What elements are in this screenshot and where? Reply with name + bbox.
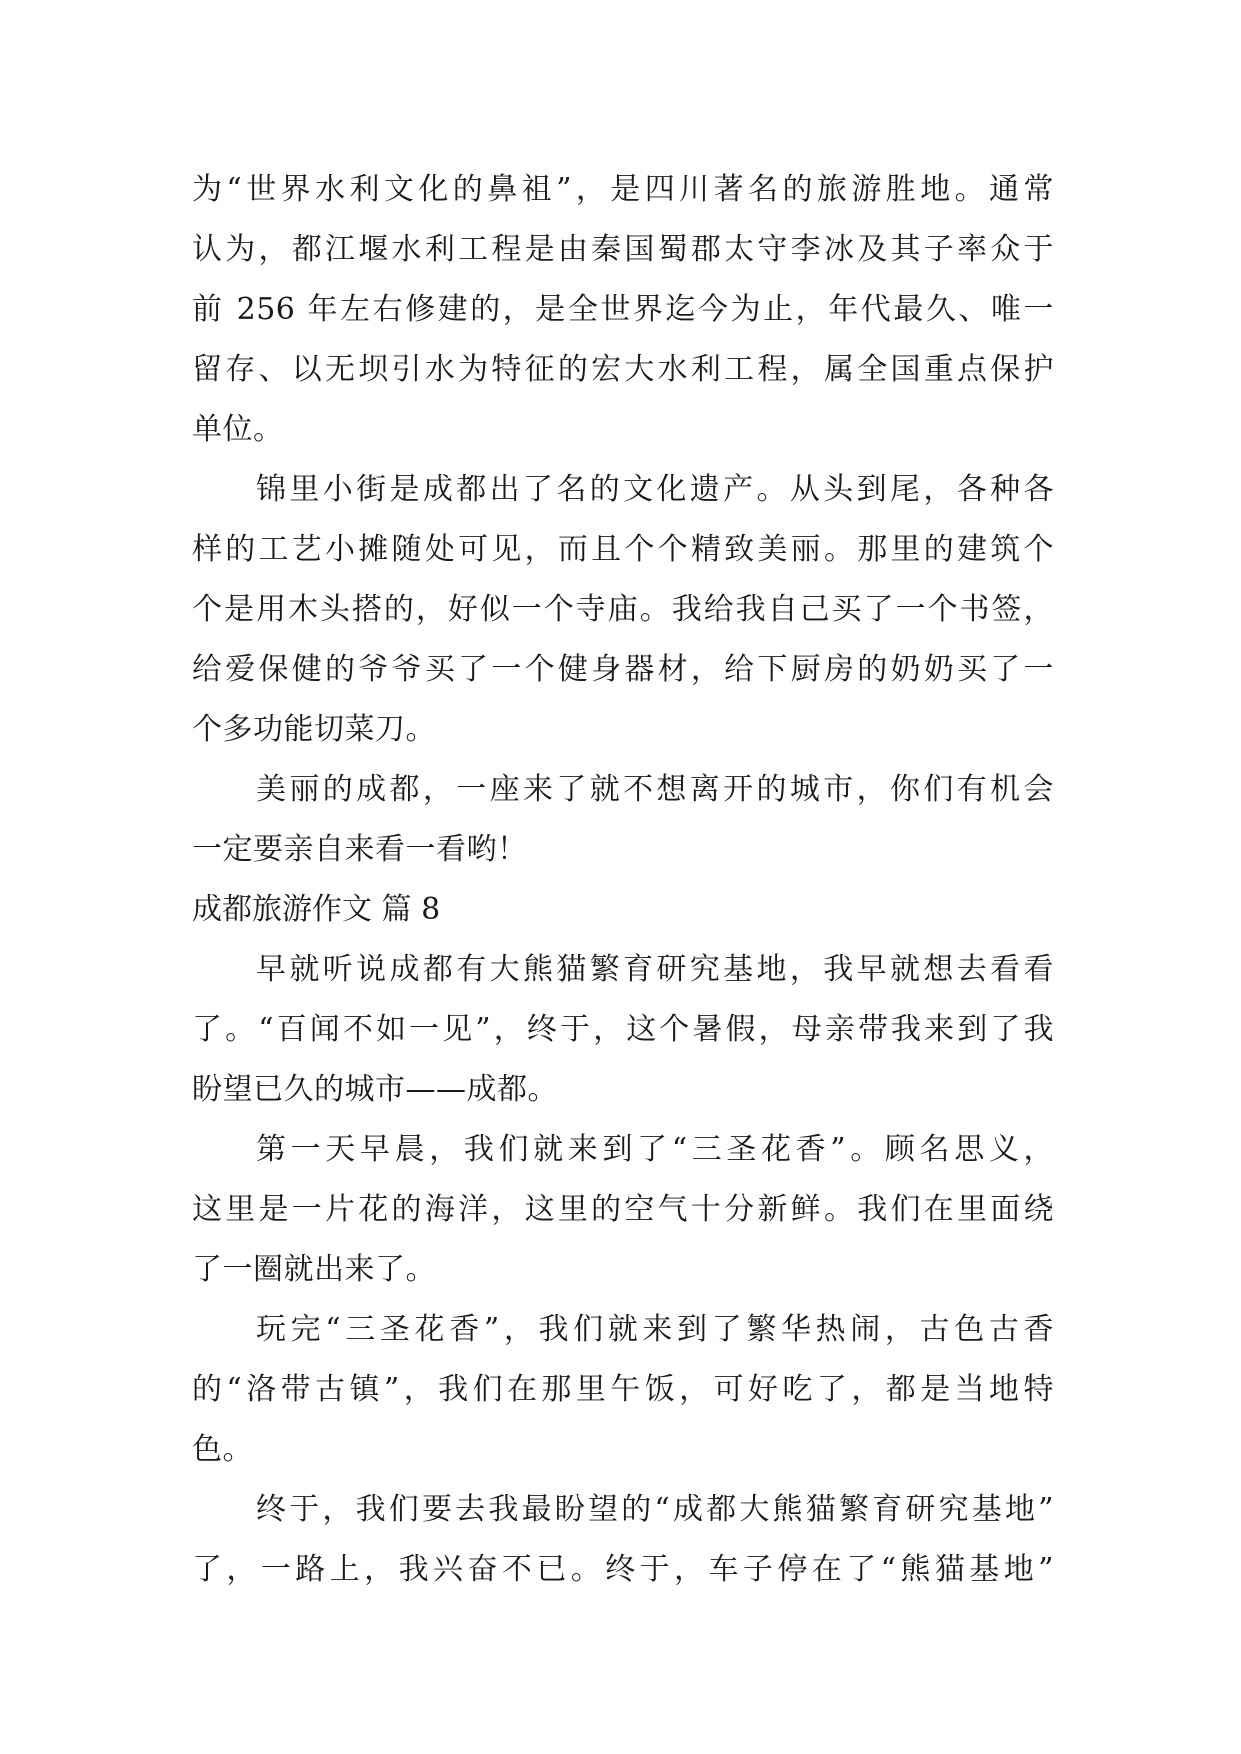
text-line: 第一天早晨，我们就来到了“三圣花香”。顾名思义， — [256, 1132, 1054, 1167]
text-line: 留存、以无坝引水为特征的宏大水利工程，属全国重点保护 — [192, 352, 1054, 387]
text-line: 美丽的成都，一座来了就不想离开的城市，你们有机会 — [256, 772, 1054, 807]
text-line: 为“世界水利文化的鼻祖”，是四川著名的旅游胜地。通常 — [192, 172, 1054, 207]
document-page — [192, 160, 1054, 1600]
paragraph — [192, 460, 1054, 760]
text-line: 认为，都江堰水利工程是由秦国蜀郡太守李冰及其子率众于 — [192, 232, 1054, 267]
section-heading: 成都旅游作文 篇 8 — [192, 892, 441, 927]
text-line: 单位。 — [192, 412, 284, 447]
text-line: 了。“百闻不如一见”，终于，这个暑假，母亲带我来到了我 — [192, 1012, 1054, 1047]
text-line: 玩完“三圣花香”，我们就来到了繁华热闹，古色古香 — [256, 1312, 1054, 1347]
text-line: 个是用木头搭的，好似一个寺庙。我给我自己买了一个书签， — [192, 592, 1054, 627]
text-line: 一定要亲自来看一看哟！ — [192, 832, 528, 867]
paragraph — [192, 1120, 1054, 1300]
text-line: 色。 — [192, 1432, 253, 1467]
paragraph — [192, 940, 1054, 1120]
paragraph — [192, 1300, 1054, 1480]
text-line: 终于，我们要去我最盼望的“成都大熊猫繁育研究基地” — [256, 1492, 1054, 1527]
paragraph — [192, 760, 1054, 880]
paragraph — [192, 1480, 1054, 1600]
text-line: 个多功能切菜刀。 — [192, 712, 436, 747]
text-line: 了，一路上，我兴奋不已。终于，车子停在了“熊猫基地” — [192, 1552, 1054, 1587]
text-line: 了一圈就出来了。 — [192, 1252, 436, 1287]
paragraph — [192, 160, 1054, 460]
text-line: 锦里小街是成都出了名的文化遗产。从头到尾，各种各 — [256, 472, 1054, 507]
text-line: 盼望已久的城市——成都。 — [192, 1072, 558, 1107]
text-line: 前 256 年左右修建的，是全世界迄今为止，年代最久、唯一 — [192, 292, 1054, 327]
text-line: 的“洛带古镇”，我们在那里午饭，可好吃了，都是当地特 — [192, 1372, 1054, 1407]
text-line: 样的工艺小摊随处可见，而且个个精致美丽。那里的建筑个 — [192, 532, 1054, 567]
text-line: 这里是一片花的海洋，这里的空气十分新鲜。我们在里面绕 — [192, 1192, 1054, 1227]
text-line: 给爱保健的爷爷买了一个健身器材，给下厨房的奶奶买了一 — [192, 652, 1054, 687]
text-line: 早就听说成都有大熊猫繁育研究基地，我早就想去看看 — [256, 952, 1054, 987]
